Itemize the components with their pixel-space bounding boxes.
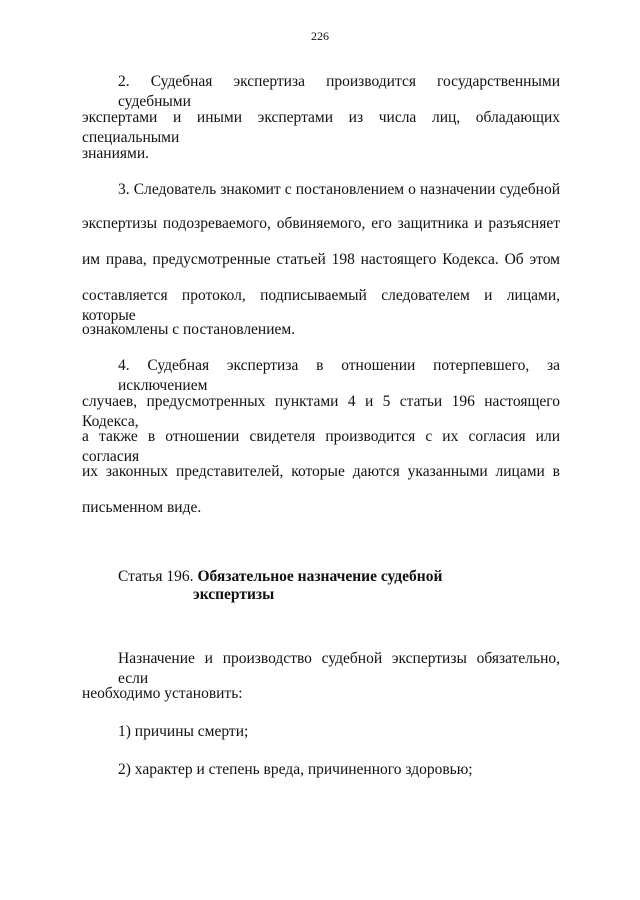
body-intro-line-2: необходимо установить:	[82, 685, 243, 702]
paragraph-4-line-1: 4. Судебная экспертиза в отношении потерпевшего, за исключением	[118, 357, 560, 394]
paragraph-3-line-4: составляется протокол, подписываемый следователем и лицами, которые	[82, 287, 560, 324]
paragraph-3-line-2: экспертизы подозреваемого, обвиняемого, его защитника и разъясняет	[82, 215, 560, 232]
article-heading	[118, 567, 442, 587]
paragraph-2-line-2: экспертами и иными экспертами из числа лиц, обладающих специальными	[82, 109, 560, 146]
paragraph-3-line-5: ознакомлены с постановлением.	[82, 321, 296, 338]
paragraph-4-line-5: письменном виде.	[82, 499, 202, 516]
article-title-continuation: экспертизы	[193, 586, 275, 603]
paragraph-3-line-1: 3. Следователь знакомит с постановлением о назначении судебной	[118, 181, 560, 198]
list-item-2: 2) характер и степень вреда, причиненного здоровью;	[118, 761, 473, 778]
paragraph-3-line-3: им права, предусмотренные статьей 198 настоящего Кодекса. Об этом	[82, 251, 560, 268]
paragraph-2-line-3: знаниями.	[82, 145, 149, 162]
page-number: 226	[311, 29, 329, 43]
paragraph-4-line-4: их законных представителей, которые даются указанными лицами в	[82, 463, 560, 480]
article-number: Статья 196.	[118, 568, 194, 585]
paragraph-4-line-2: случаев, предусмотренных пунктами 4 и 5 статьи 196 настоящего Кодекса,	[82, 393, 560, 430]
list-item-1: 1) причины смерти;	[118, 723, 249, 740]
article-title: Обязательное назначение судебной	[197, 568, 443, 585]
body-intro-line-1: Назначение и производство судебной экспертизы обязательно, если	[118, 650, 560, 687]
paragraph-2-line-1: 2. Судебная экспертиза производится государственными судебными	[118, 73, 560, 110]
paragraph-4-line-3: а также в отношении свидетеля производится с их согласия или согласия	[82, 428, 560, 465]
